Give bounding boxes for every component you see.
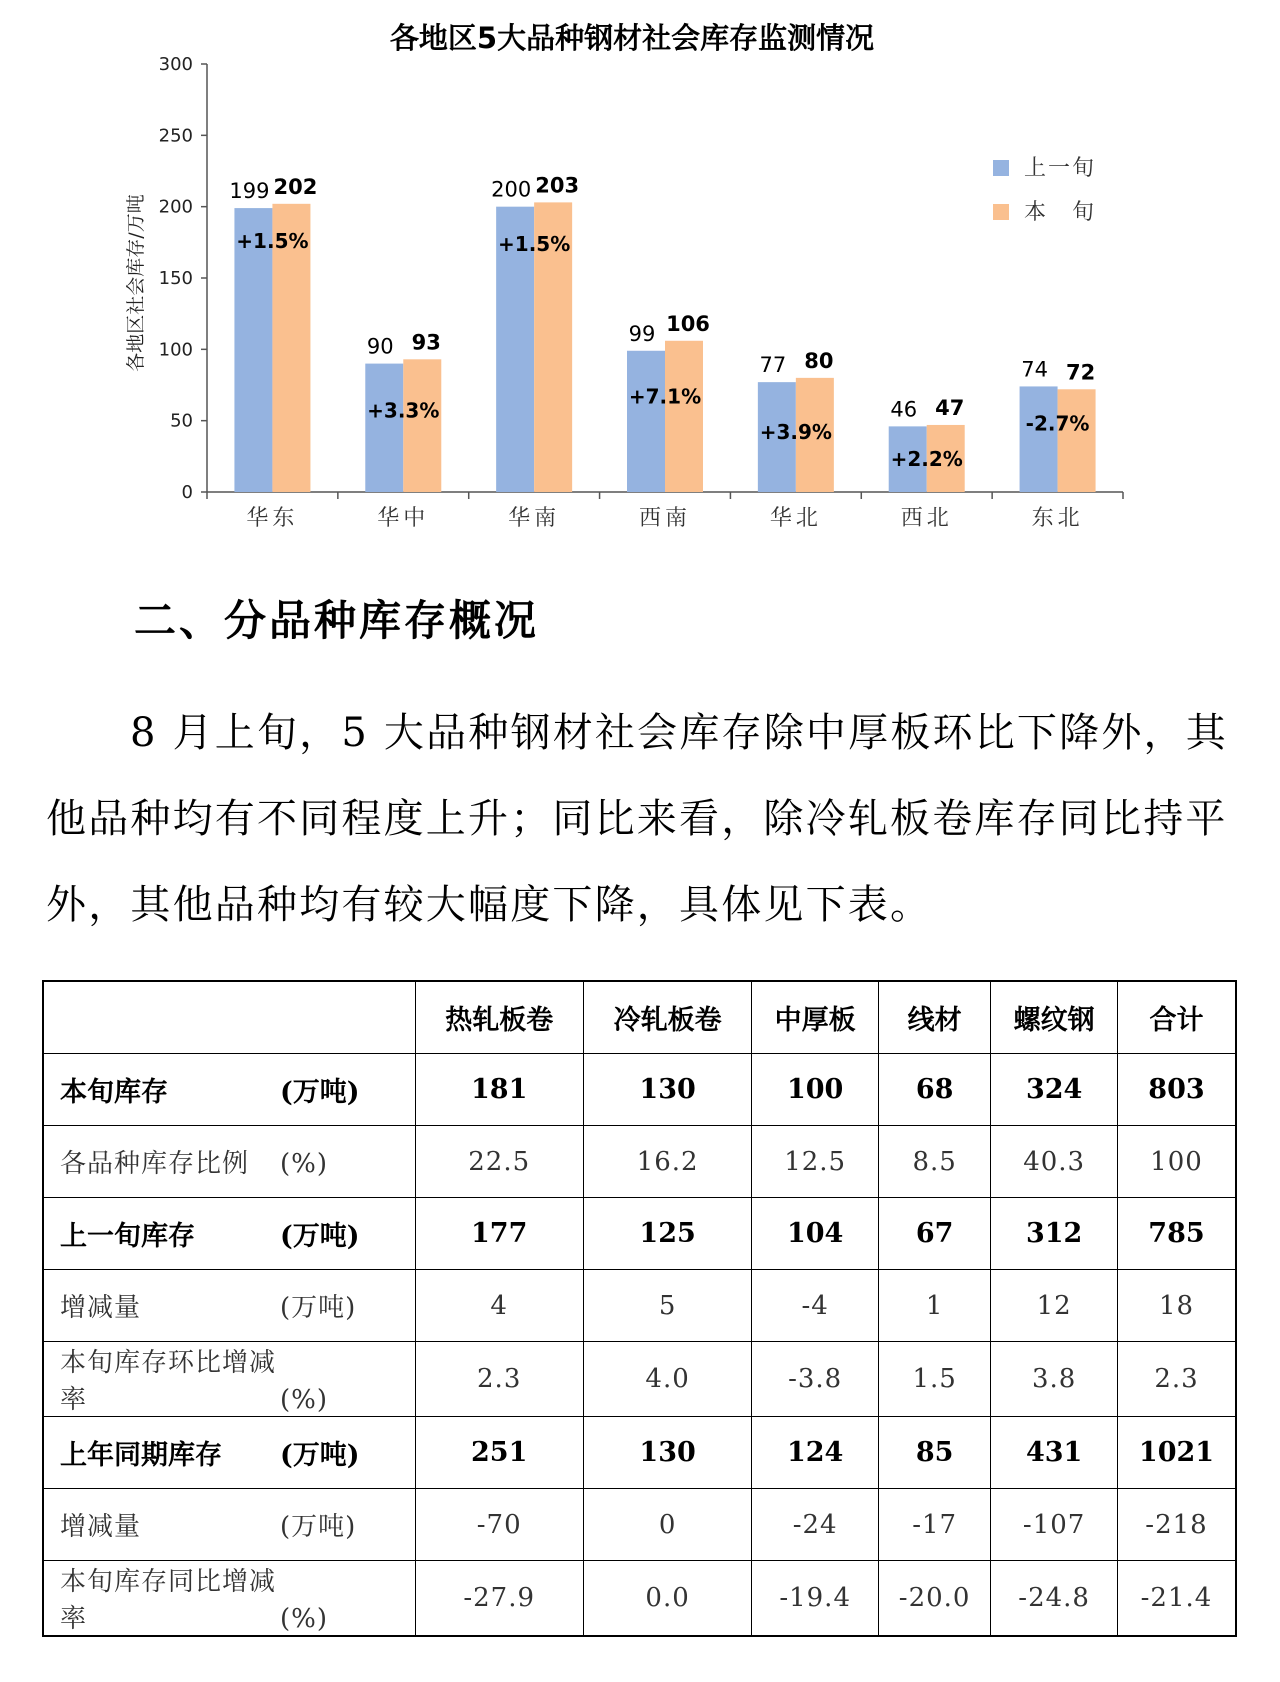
table-cell: 1 (879, 1270, 991, 1342)
table-cell: 0 (583, 1489, 751, 1561)
data-label: 74 (1021, 357, 1048, 382)
table-cell: 22.5 (415, 1126, 583, 1198)
row-label (43, 1270, 415, 1342)
change-label: +1.5% (236, 228, 309, 253)
row-label-text: 上年同期库存 (60, 1440, 222, 1471)
data-label: 47 (935, 395, 965, 420)
table-cell: 130 (583, 1417, 751, 1489)
data-label: 202 (273, 174, 318, 199)
header-cell: 合计 (1117, 981, 1236, 1054)
table-cell: 104 (752, 1198, 879, 1270)
y-tick-label: 0 (181, 482, 193, 503)
data-label: 46 (890, 397, 918, 422)
table-cell: 785 (1117, 1198, 1236, 1270)
table-cell: 4 (415, 1270, 583, 1342)
legend (993, 156, 1096, 225)
change-label: +2.2% (890, 447, 963, 472)
table-row (43, 1417, 1236, 1489)
table-cell: 18 (1117, 1270, 1236, 1342)
bar (403, 359, 441, 492)
row-label (43, 1417, 415, 1489)
table-cell: -218 (1117, 1489, 1236, 1561)
row-label-text: 增减量 (60, 1512, 142, 1542)
data-label: 99 (628, 321, 656, 346)
table-cell: -70 (415, 1489, 583, 1561)
data-label: 93 (411, 330, 441, 355)
table-cell: 12.5 (752, 1126, 879, 1198)
table-cell: 12 (991, 1270, 1118, 1342)
table-cell: -17 (879, 1489, 991, 1561)
table-cell: 1021 (1117, 1417, 1236, 1489)
table-row (43, 1342, 1236, 1417)
table-cell: 312 (991, 1198, 1118, 1270)
header-cell: 中厚板 (752, 981, 879, 1054)
table-cell: -24.8 (991, 1561, 1118, 1637)
data-label: 72 (1065, 360, 1096, 385)
table-cell: 2.3 (415, 1342, 583, 1417)
row-label (43, 1342, 415, 1417)
row-label-text: 本旬库存环比增减率 (60, 1348, 277, 1415)
table-cell: 85 (879, 1417, 991, 1489)
table-cell: 3.8 (991, 1342, 1118, 1417)
table-cell: -4 (752, 1270, 879, 1342)
table-cell: -21.4 (1117, 1561, 1236, 1637)
y-tick-label: 50 (170, 410, 193, 432)
x-tick-label: 东北 (1031, 506, 1084, 531)
table-cell: 324 (991, 1054, 1118, 1126)
table-cell: 4.0 (583, 1342, 751, 1417)
x-tick-label: 华南 (508, 506, 561, 531)
legend-label: 上一旬 (1024, 156, 1097, 181)
row-label (43, 1054, 415, 1126)
table-cell: 2.3 (1117, 1342, 1236, 1417)
table-cell: -24 (752, 1489, 879, 1561)
summary-paragraph: 8 月上旬，5 大品种钢材社会库存除中厚板环比下降外，其他品种均有不同程度上升；同比来看，除冷轧板卷库存同比持平外，其他品种均有较大幅度下降，具体见下表。 (46, 710, 1228, 928)
table-cell: -27.9 (415, 1561, 583, 1637)
data-label: 106 (666, 311, 710, 336)
table-row (43, 1561, 1236, 1637)
change-label: -2.7% (1025, 411, 1090, 436)
inventory-table (42, 980, 1237, 1637)
table-cell: 5 (583, 1270, 751, 1342)
change-label: +7.1% (628, 384, 702, 409)
row-label-text: 上一旬库存 (60, 1221, 195, 1252)
table-cell: 181 (415, 1054, 583, 1126)
table-cell: 68 (879, 1054, 991, 1126)
bar (665, 341, 703, 492)
legend-label: 本 旬 (1024, 200, 1097, 225)
table-cell: -3.8 (752, 1342, 879, 1417)
change-label: +3.3% (367, 398, 440, 423)
row-unit: (万吨) (280, 1221, 360, 1252)
table-cell: 177 (415, 1198, 583, 1270)
table-header-row (43, 981, 1236, 1054)
table-cell: 100 (752, 1054, 879, 1126)
row-unit: (万吨) (280, 1077, 360, 1108)
bar (1020, 386, 1058, 492)
bar (627, 351, 665, 492)
bar (1058, 389, 1096, 492)
data-label: 199 (229, 179, 270, 204)
y-tick-label: 100 (158, 339, 193, 361)
table-cell: -20.0 (879, 1561, 991, 1637)
table-cell: 67 (879, 1198, 991, 1270)
y-axis-label: 各地区社会库存/万吨 (125, 194, 147, 372)
table-cell: 1.5 (879, 1342, 991, 1417)
table-row (43, 1489, 1236, 1561)
row-unit: (%) (280, 1604, 328, 1634)
row-label-text: 本旬库存 (60, 1077, 168, 1108)
data-label: 200 (491, 177, 532, 202)
x-tick-label: 华中 (377, 506, 430, 531)
legend-swatch (993, 204, 1009, 220)
x-tick-label: 西北 (900, 506, 953, 531)
header-cell: 热轧板卷 (415, 981, 583, 1054)
row-unit: (万吨) (280, 1512, 357, 1542)
table-row (43, 1126, 1236, 1198)
table-cell: 0.0 (583, 1561, 751, 1637)
table-cell: -107 (991, 1489, 1118, 1561)
y-axis (159, 54, 207, 503)
header-cell (43, 981, 415, 1054)
table-cell: 125 (583, 1198, 751, 1270)
row-label-text: 各品种库存比例 (60, 1149, 250, 1179)
header-cell: 螺纹钢 (991, 981, 1118, 1054)
x-tick-label: 西南 (638, 506, 692, 531)
table-cell: 431 (991, 1417, 1118, 1489)
section-heading: 二、分品种库存概况 (134, 596, 540, 645)
y-tick-label: 250 (158, 125, 193, 147)
row-unit: (万吨) (280, 1293, 357, 1323)
data-label: 203 (535, 173, 580, 198)
data-label: 80 (804, 348, 834, 373)
table-cell: 100 (1117, 1126, 1236, 1198)
regional-inventory-chart (0, 0, 1280, 560)
data-label: 77 (759, 353, 787, 378)
table-row (43, 1198, 1236, 1270)
x-tick-label: 华东 (246, 506, 299, 531)
table-cell: 8.5 (879, 1126, 991, 1198)
change-label: +1.5% (498, 231, 571, 256)
y-tick-label: 200 (158, 196, 193, 218)
row-label (43, 1198, 415, 1270)
x-tick-label: 华北 (769, 506, 822, 531)
table-cell: 803 (1117, 1054, 1236, 1126)
table-cell: 40.3 (991, 1126, 1118, 1198)
table-row (43, 1054, 1236, 1126)
table-cell: -19.4 (752, 1561, 879, 1637)
row-label (43, 1561, 415, 1637)
table-cell: 16.2 (583, 1126, 751, 1198)
row-label (43, 1126, 415, 1198)
data-label: 90 (366, 334, 394, 359)
y-tick-label: 300 (158, 54, 193, 75)
header-cell: 线材 (879, 981, 991, 1054)
row-label (43, 1489, 415, 1561)
row-unit: (%) (280, 1149, 328, 1179)
row-unit: (%) (280, 1385, 328, 1415)
row-label-text: 本旬库存同比增减率 (60, 1567, 277, 1634)
x-axis (207, 492, 1123, 531)
row-label-text: 增减量 (60, 1293, 142, 1323)
change-label: +3.9% (759, 420, 832, 445)
table-cell: 251 (415, 1417, 583, 1489)
table-row (43, 1270, 1236, 1342)
chart-title: 各地区5大品种钢材社会库存监测情况 (389, 21, 875, 55)
y-tick-label: 150 (158, 268, 193, 289)
legend-swatch (993, 160, 1009, 176)
header-cell: 冷轧板卷 (583, 981, 751, 1054)
bar-group (234, 202, 1095, 492)
row-unit: (万吨) (280, 1440, 360, 1471)
table-cell: 130 (583, 1054, 751, 1126)
bar (365, 364, 403, 492)
table-cell: 124 (752, 1417, 879, 1489)
